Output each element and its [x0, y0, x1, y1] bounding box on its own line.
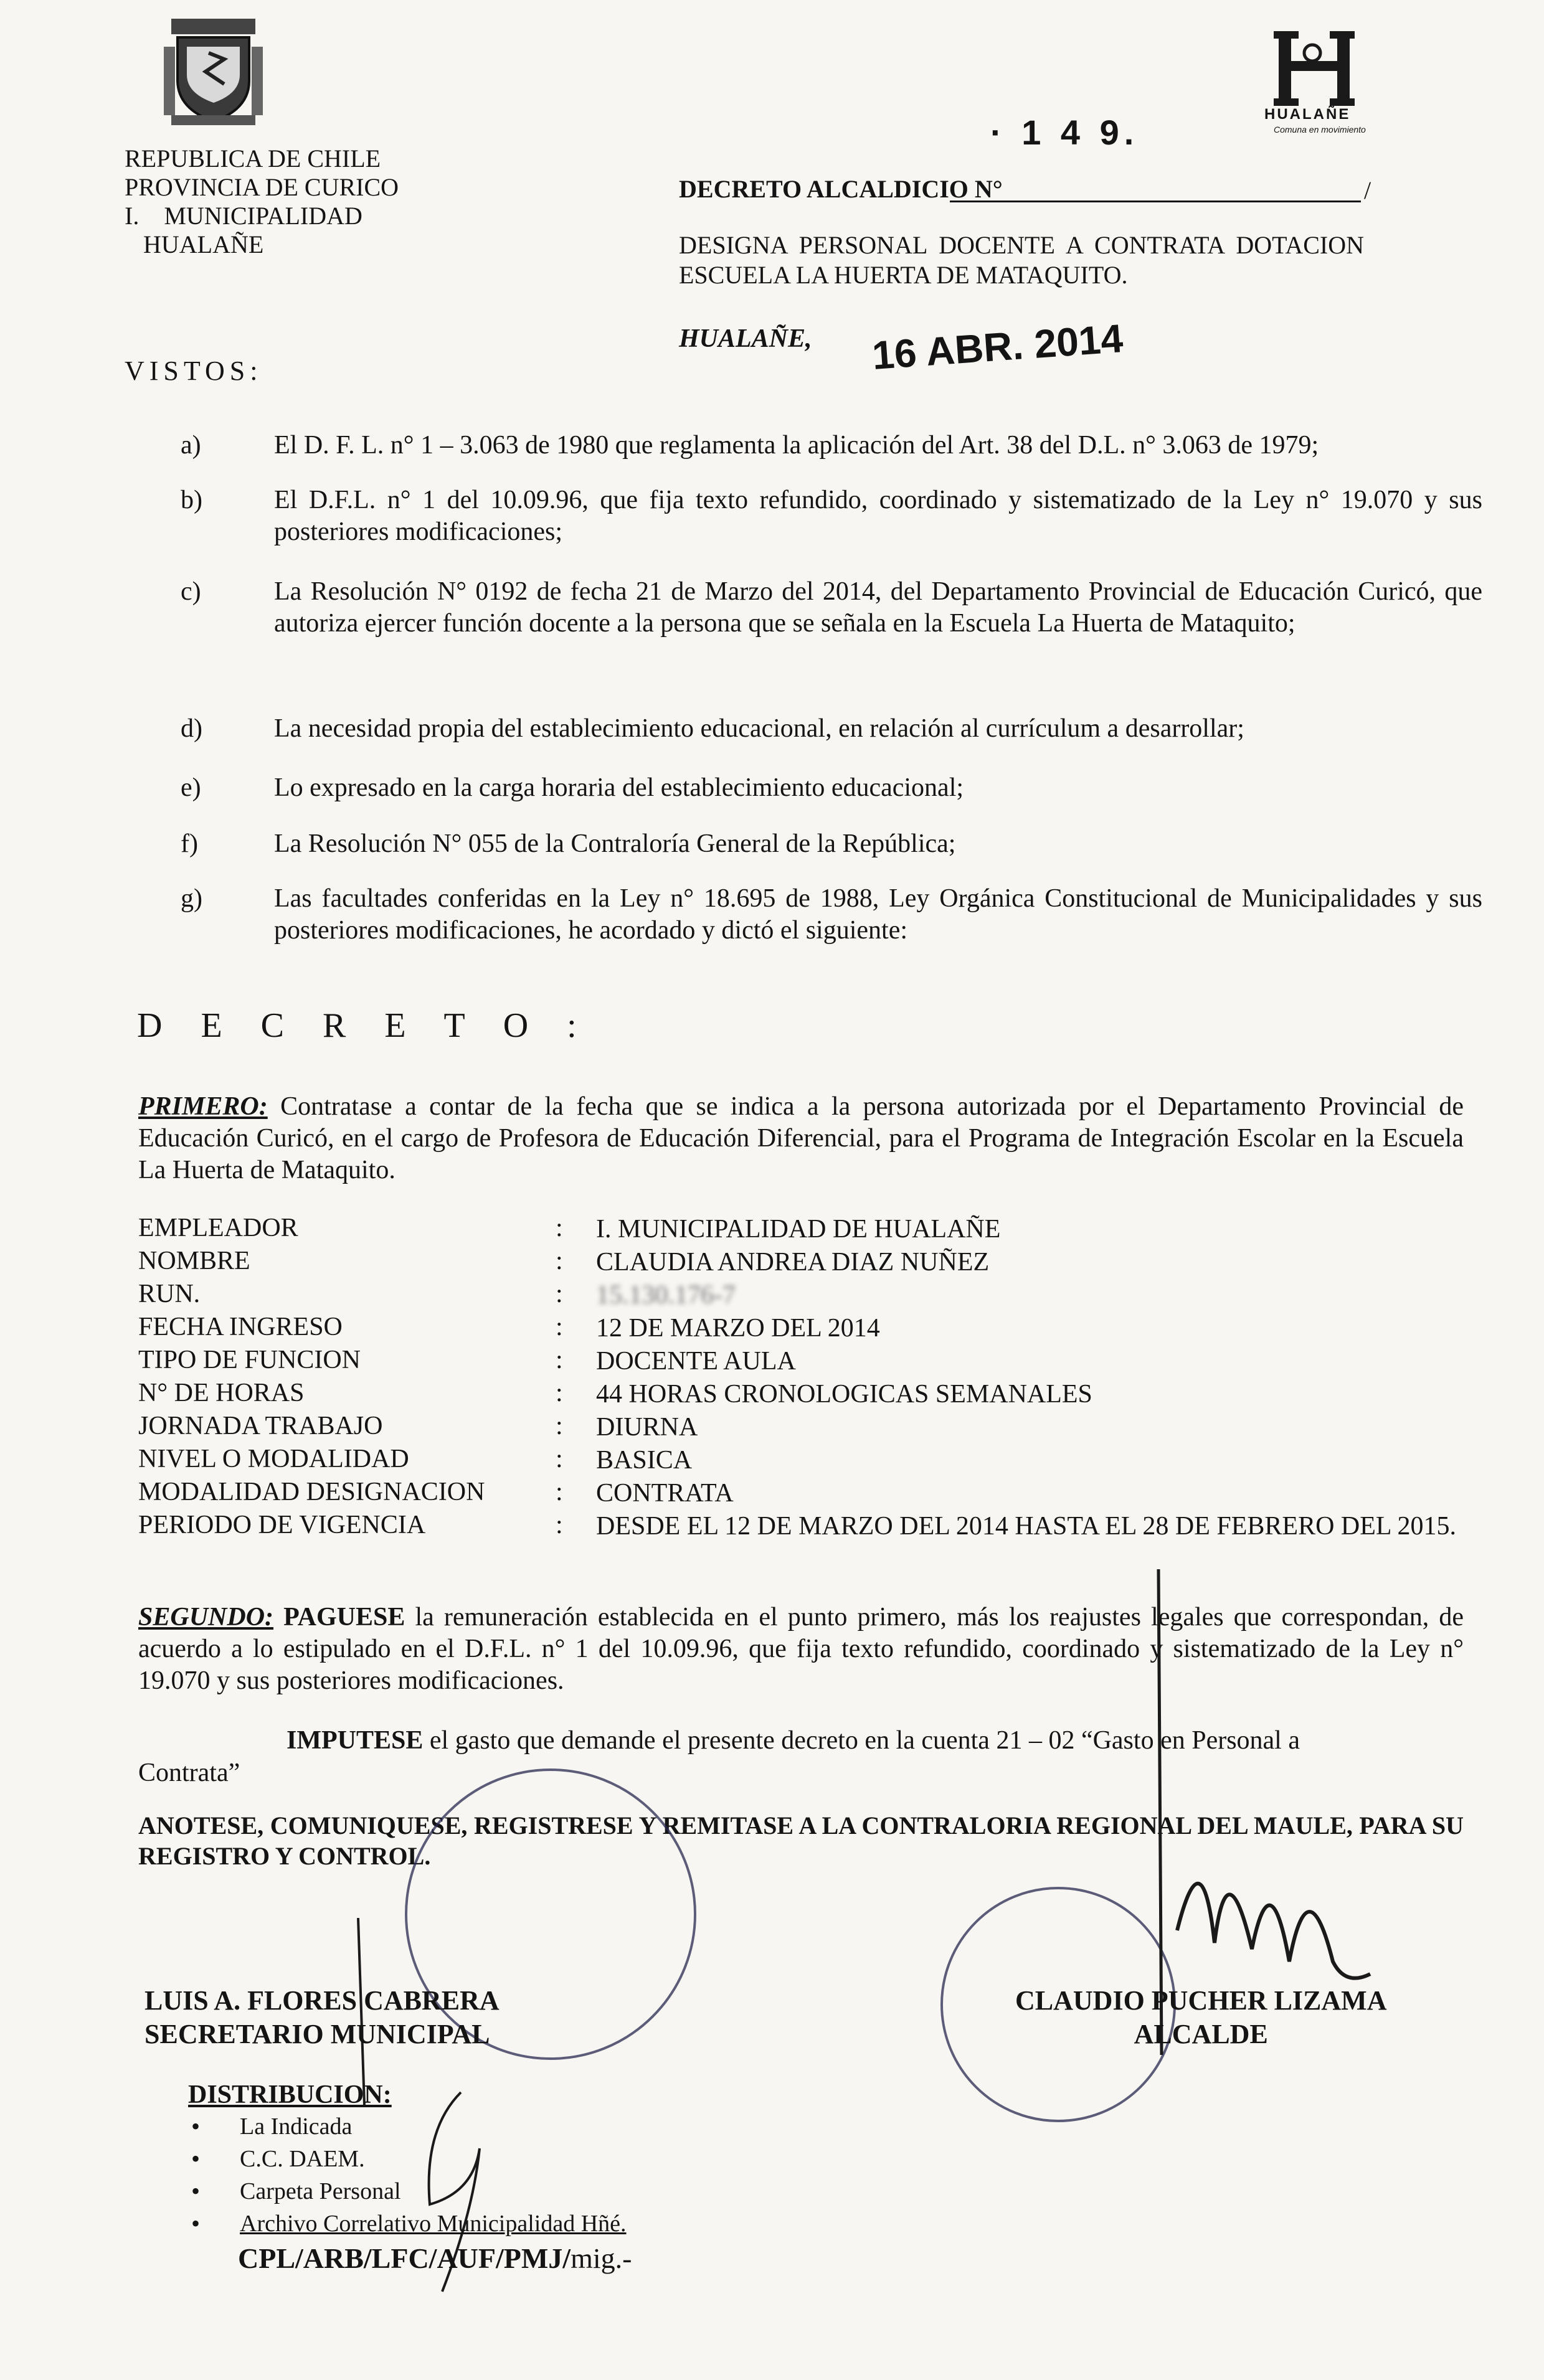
item-text: La necesidad propia del establecimiento educacional, en relación al currículum a desarrollar; — [274, 714, 1244, 743]
list-item: • Archivo Correlativo Municipalidad Hñé. — [171, 2209, 627, 2242]
detail-value: DOCENTE AULA — [596, 1347, 796, 1376]
logo-tagline: Comuna en movimiento — [1274, 125, 1366, 135]
detail-row-employer — [138, 1213, 1496, 1246]
initials-lower: mig.- — [571, 2242, 632, 2274]
issuer-block — [125, 144, 399, 259]
secretario-block — [144, 1984, 500, 2051]
detail-value-redacted: 15.130.176-7 — [596, 1281, 736, 1310]
stamped-decree-number: · 1 4 9. — [990, 113, 1139, 152]
place: HUALAÑE, — [679, 324, 812, 353]
detail-row-level — [138, 1444, 1496, 1477]
detail-key: PERIODO DE VIGENCIA — [138, 1511, 426, 1539]
segundo-label: SEGUNDO: — [138, 1603, 274, 1632]
detail-key: JORNADA TRABAJO — [138, 1412, 383, 1440]
imputese-text: el gasto que demande el presente decreto en la cuenta 21 – 02 “Gasto en Personal a — [423, 1726, 1300, 1755]
segundo-bold: PAGUESE — [273, 1603, 405, 1632]
contract-details — [138, 1213, 1496, 1543]
detail-row-function — [138, 1345, 1496, 1378]
item-label: d) — [181, 714, 202, 743]
vistos-heading: VISTOS: — [125, 356, 263, 386]
detail-value: DIURNA — [596, 1413, 698, 1442]
item-label: c) — [181, 577, 201, 606]
decree-slash: / — [1364, 176, 1371, 204]
item-text: La Resolución N° 055 de la Contraloría General de la República; — [274, 829, 956, 858]
detail-colon: : — [556, 1445, 563, 1473]
primero-text: Contratase a contar de la fecha que se indica a la persona autorizada por el Departamento Provincial de Educación Curicó, en el cargo de Profesora de Educación Diferencial, para el Programa de Integración Escolar en la Escuela La Huerta de Mataquito. — [138, 1092, 1464, 1185]
alcalde-signature — [1146, 1569, 1408, 2055]
detail-row-run — [138, 1279, 1496, 1312]
distribution-list — [171, 2112, 627, 2242]
anotese-paragraph: ANOTESE, COMUNIQUESE, REGISTRESE Y REMITASE A LA CONTRALORIA REGIONAL DEL MAULE, PARA SU REGISTRO Y CONTROL. — [138, 1811, 1464, 1870]
imputese-bold: IMPUTESE — [287, 1726, 424, 1755]
detail-value: CONTRATA — [596, 1479, 734, 1508]
detail-value: 44 HORAS CRONOLOGICAS SEMANALES — [596, 1380, 1092, 1409]
secretario-title: SECRETARIO MUNICIPAL — [144, 2018, 490, 2049]
detail-row-designation — [138, 1477, 1496, 1510]
hualane-logo — [1274, 25, 1355, 118]
detail-row-hours — [138, 1378, 1496, 1411]
issuer-line-2: PROVINCIA DE CURICO — [125, 173, 399, 201]
detail-row-period — [138, 1510, 1496, 1543]
detail-value: DESDE EL 12 DE MARZO DEL 2014 HASTA EL 28 DE FEBRERO DEL 2015. — [596, 1512, 1457, 1541]
item-text: El D.F.L. n° 1 del 10.09.96, que fija texto refundido, coordinado y sistematizado de la Ley n° 19.070 y sus posteriores modificaciones; — [274, 486, 1482, 547]
typist-initials — [238, 2242, 632, 2275]
issuer-line-1: REPUBLICA DE CHILE — [125, 144, 381, 172]
detail-colon: : — [556, 1280, 563, 1308]
detail-key: RUN. — [138, 1280, 201, 1308]
date-stamp: 16 ABR. 2014 — [870, 316, 1125, 378]
detail-colon: : — [556, 1478, 563, 1506]
imputese-continuation: Contrata” — [138, 1759, 240, 1787]
detail-colon: : — [556, 1379, 563, 1407]
decree-subject: DESIGNA PERSONAL DOCENTE A CONTRATA DOTACION ESCUELA LA HUERTA DE MATAQUITO. — [679, 231, 1364, 289]
segundo-text: la remuneración establecida en el punto primero, más los reajustes legales que correspondan, de acuerdo a lo estipulado en el D.F.L. n° 1 del 10.09.96, que fija texto refundido, coordinado y sistematizado de la Ley n° 19.070 y sus posteriores modificaciones. — [138, 1603, 1464, 1696]
detail-colon: : — [556, 1412, 563, 1440]
detail-colon: : — [556, 1214, 563, 1242]
alcalde-title: ALCALDE — [1134, 2018, 1268, 2049]
item-text: Lo expresado en la carga horaria del establecimiento educacional; — [274, 773, 964, 802]
primero-paragraph — [138, 1091, 1464, 1187]
item-label: g) — [181, 884, 202, 913]
detail-value: BASICA — [596, 1446, 693, 1475]
detail-key: FECHA INGRESO — [138, 1313, 343, 1341]
alcalde-block — [1015, 1984, 1386, 2051]
detail-key: N° DE HORAS — [138, 1379, 305, 1407]
item-label: a) — [181, 431, 201, 460]
list-item: • C.C. DAEM. — [171, 2145, 627, 2177]
detail-key: NIVEL O MODALIDAD — [138, 1445, 409, 1473]
item-label: b) — [181, 486, 202, 514]
detail-row-name — [138, 1246, 1496, 1279]
detail-colon: : — [556, 1511, 563, 1539]
detail-row-shift — [138, 1411, 1496, 1444]
detail-key: EMPLEADOR — [138, 1214, 298, 1242]
detail-value: I. MUNICIPALIDAD DE HUALAÑE — [596, 1215, 1001, 1244]
detail-colon: : — [556, 1346, 563, 1374]
logo-name: HUALAÑE — [1264, 106, 1351, 123]
alcalde-name: CLAUDIO PUCHER LIZAMA — [1015, 1985, 1387, 2016]
item-text: El D. F. L. n° 1 – 3.063 de 1980 que reglamenta la aplicación del Art. 38 del D.L. n° 3.063 de 1979; — [274, 431, 1319, 460]
decree-number-line — [950, 201, 1361, 202]
detail-colon: : — [556, 1247, 563, 1275]
detail-value: CLAUDIA ANDREA DIAZ NUÑEZ — [596, 1248, 990, 1277]
detail-colon: : — [556, 1313, 563, 1341]
item-text: La Resolución N° 0192 de fecha 21 de Marzo del 2014, del Departamento Provincial de Educación Curicó, que autoriza ejercer función docente a la persona que se señala en la Escuela La Huerta de Mataquito; — [274, 577, 1482, 638]
detail-key: TIPO DE FUNCION — [138, 1346, 361, 1374]
item-label: f) — [181, 829, 198, 858]
issuer-line-4: HUALAÑE — [143, 230, 264, 258]
primero-label: PRIMERO: — [138, 1092, 268, 1121]
detail-row-start-date — [138, 1312, 1496, 1345]
secretario-name: LUIS A. FLORES CABRERA — [144, 1985, 500, 2016]
list-item: • La Indicada — [171, 2112, 627, 2145]
decreto-heading: D E C R E T O : — [137, 1006, 592, 1045]
distribution-heading: DISTRIBUCION: — [188, 2080, 392, 2109]
item-label: e) — [181, 773, 201, 802]
initials-caps: CPL/ARB/LFC/AUF/PMJ/ — [238, 2242, 571, 2274]
detail-value: 12 DE MARZO DEL 2014 — [596, 1314, 880, 1343]
coat-of-arms-logo — [159, 9, 268, 131]
detail-key: NOMBRE — [138, 1247, 250, 1275]
item-text: Las facultades conferidas en la Ley n° 18.695 de 1988, Ley Orgánica Constitucional de Municipalidades y sus posteriores modificaciones, he acordado y dictó el siguiente: — [274, 884, 1482, 945]
decree-number-label: DECRETO ALCALDICIO N° — [679, 175, 1003, 203]
issuer-line-3: I. MUNICIPALIDAD — [125, 202, 362, 230]
list-item: • Carpeta Personal — [171, 2177, 627, 2209]
detail-key: MODALIDAD DESIGNACION — [138, 1478, 485, 1506]
